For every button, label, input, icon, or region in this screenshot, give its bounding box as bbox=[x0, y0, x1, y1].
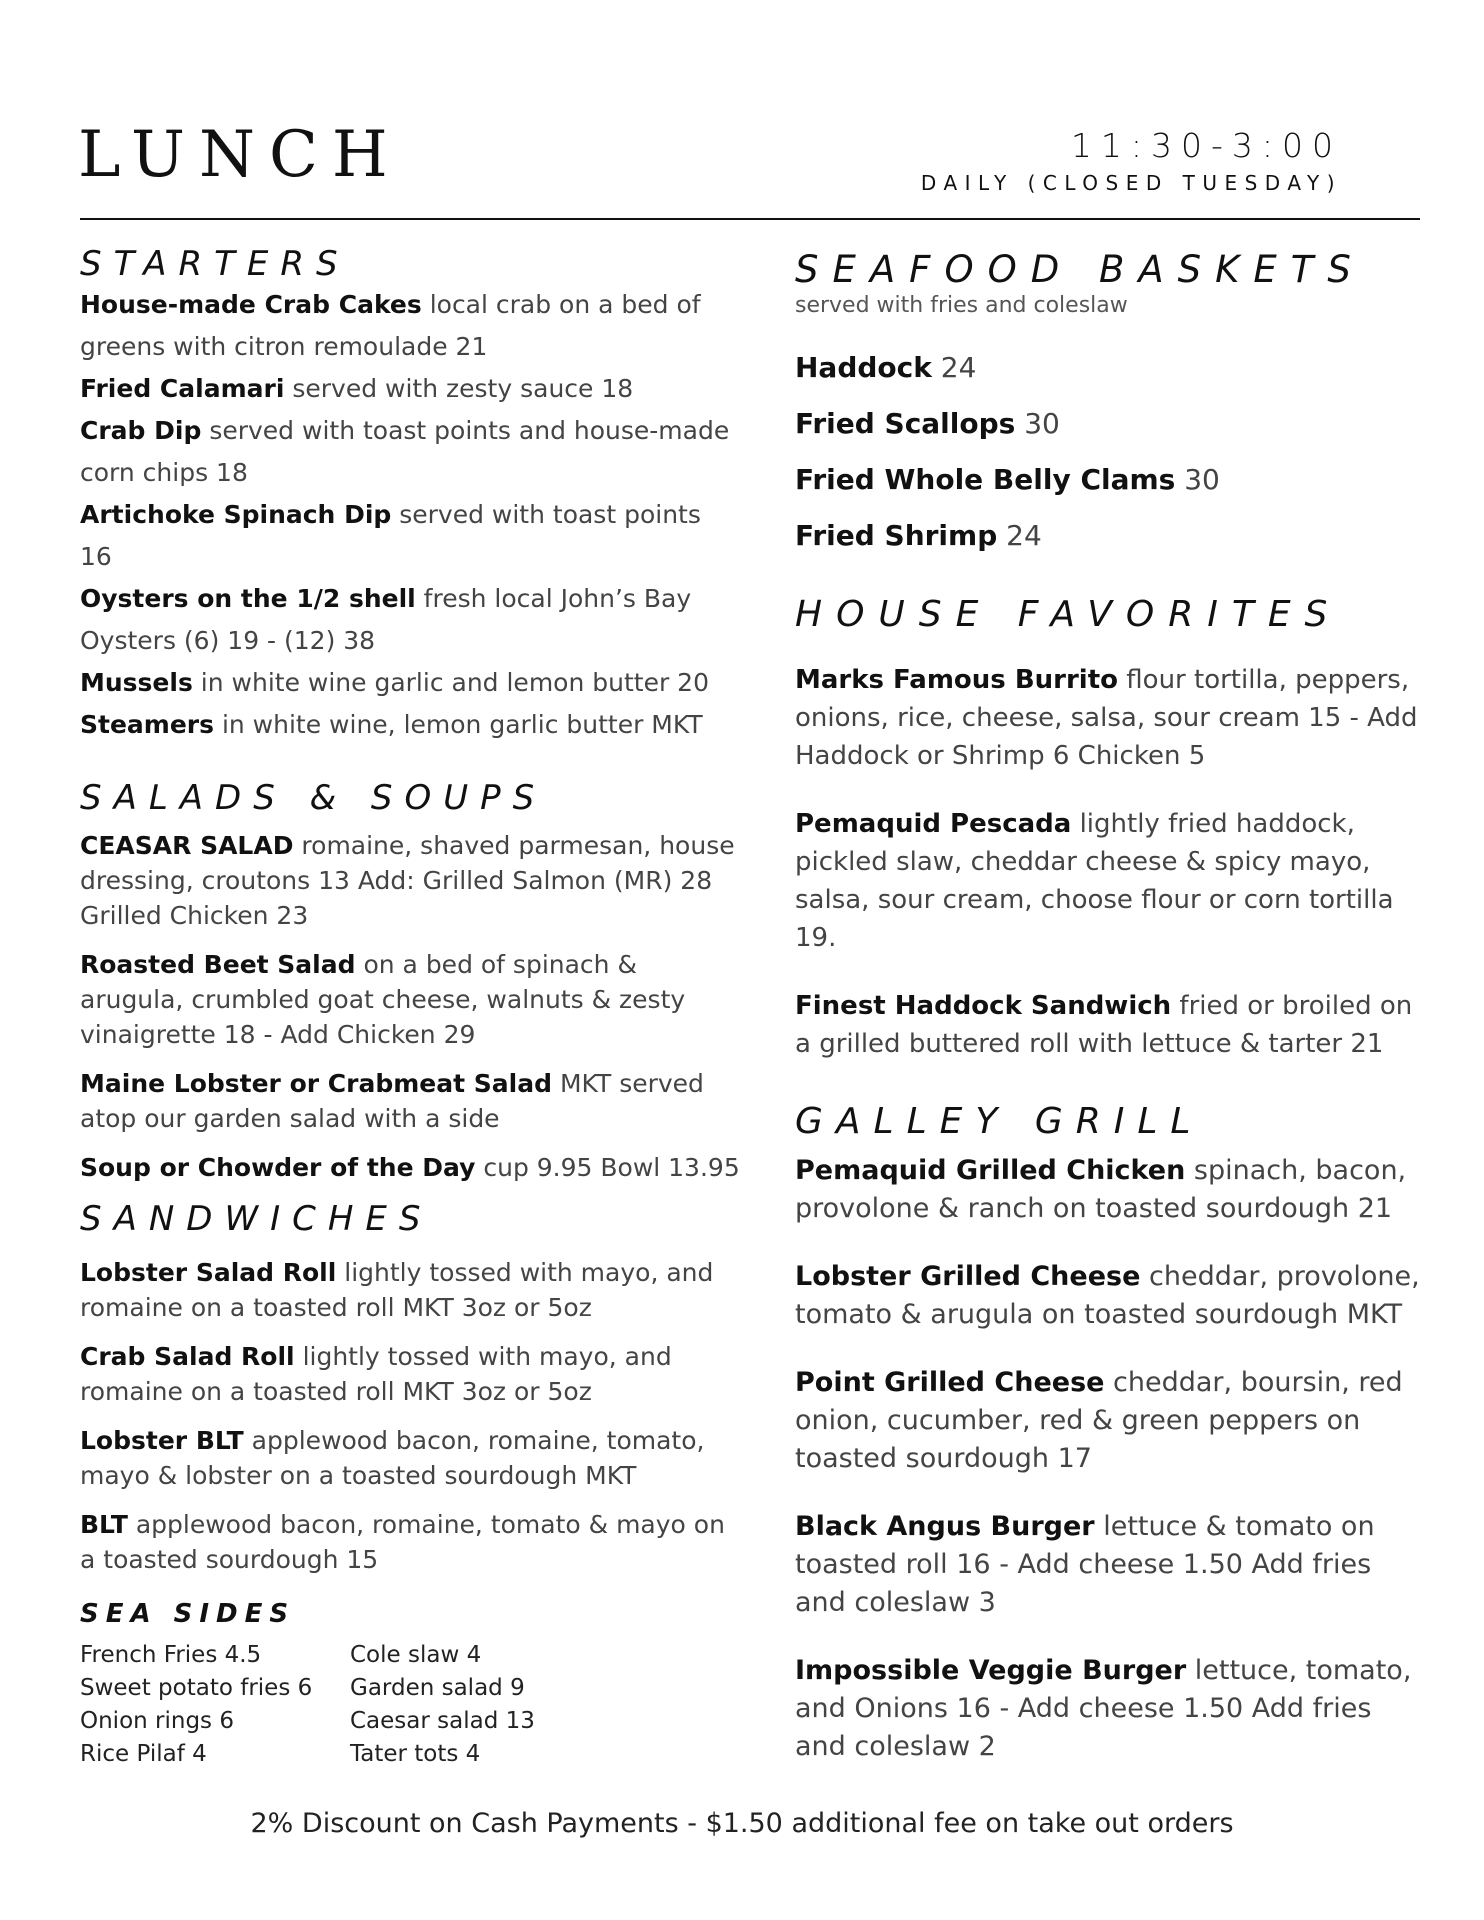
list-item: Crab Salad Roll lightly tossed with mayo, and romaine on a toasted roll MKT 3oz or 5oz bbox=[80, 1342, 672, 1406]
page-title: LUNCH bbox=[78, 118, 402, 192]
sides-grid bbox=[80, 1639, 740, 1771]
list-item: Pemaquid Pescada lightly fried haddock, pickled slaw, cheddar cheese & spicy mayo, salsa, sour cream, choose flour or corn tortilla 19. bbox=[795, 809, 1394, 953]
list-item: Oysters on the 1/2 shell fresh local John’s Bay Oysters (6) 19 - (12) 38 bbox=[80, 584, 692, 655]
side-item: Sweet potato fries 6 bbox=[80, 1675, 313, 1701]
favorites-heading: HOUSE FAVORITES bbox=[795, 594, 1342, 635]
grill-heading: GALLEY GRILL bbox=[795, 1101, 1204, 1142]
list-item: BLT applewood bacon, romaine, tomato & mayo on a toasted sourdough 15 bbox=[80, 1510, 725, 1574]
list-item: Fried Scallops 30 bbox=[795, 407, 1060, 440]
right-column bbox=[795, 244, 1425, 1796]
list-item: Artichoke Spinach Dip served with toast points 16 bbox=[80, 500, 701, 571]
list-item: Maine Lobster or Crabmeat Salad MKT served atop our garden salad with a side bbox=[80, 1069, 704, 1133]
list-item: Mussels in white wine garlic and lemon butter 20 bbox=[80, 668, 709, 697]
list-item: CEASAR SALAD romaine, shaved parmesan, house dressing, croutons 13 Add: Grilled Salmon (MR) 28 Grilled Chicken 23 bbox=[80, 831, 735, 930]
hours-block bbox=[921, 126, 1342, 195]
side-item: Garden salad 9 bbox=[350, 1675, 525, 1701]
footer-note: 2% Discount on Cash Payments - $1.50 additional fee on take out orders bbox=[250, 1808, 1234, 1839]
list-item: Lobster Grilled Cheese cheddar, provolone, tomato & arugula on toasted sourdough MKT bbox=[795, 1261, 1420, 1330]
starters-list bbox=[80, 284, 740, 746]
list-item: Finest Haddock Sandwich fried or broiled on a grilled buttered roll with lettuce & tarter 21 bbox=[795, 991, 1413, 1059]
header-divider bbox=[80, 218, 1420, 220]
side-item: Onion rings 6 bbox=[80, 1708, 234, 1734]
list-item: Lobster Salad Roll lightly tossed with mayo, and romaine on a toasted roll MKT 3oz or 5oz bbox=[80, 1258, 714, 1322]
sandwiches-heading: SANDWICHES bbox=[80, 1199, 433, 1239]
list-item: Roasted Beet Salad on a bed of spinach & arugula, crumbled goat cheese, walnuts & zesty vinaigrette 18 - Add Chicken 29 bbox=[80, 950, 686, 1049]
sides-heading: SEA SIDES bbox=[80, 1599, 296, 1629]
list-item: Point Grilled Cheese cheddar, boursin, red onion, cucumber, red & green peppers on toasted sourdough 17 bbox=[795, 1367, 1403, 1474]
list-item: Steamers in white wine, lemon garlic butter MKT bbox=[80, 710, 703, 739]
left-column bbox=[80, 244, 740, 1771]
starters-heading: STARTERS bbox=[80, 244, 350, 284]
list-item: Lobster BLT applewood bacon, romaine, tomato, mayo & lobster on a toasted sourdough MKT bbox=[80, 1426, 705, 1490]
side-item: Rice Pilaf 4 bbox=[80, 1741, 207, 1767]
list-item: Fried Whole Belly Clams 30 bbox=[795, 463, 1220, 496]
list-item: Pemaquid Grilled Chicken spinach, bacon, provolone & ranch on toasted sourdough 21 bbox=[795, 1155, 1407, 1224]
hours-days: DAILY (CLOSED TUESDAY) bbox=[920, 171, 1342, 195]
list-item: Marks Famous Burrito flour tortilla, peppers, onions, rice, cheese, salsa, sour cream 15 - Add Haddock or Shrimp 6 Chicken 5 bbox=[795, 665, 1418, 771]
side-item: Cole slaw 4 bbox=[350, 1642, 482, 1668]
side-item: Caesar salad 13 bbox=[350, 1708, 535, 1734]
baskets-subtitle: served with fries and coleslaw bbox=[795, 293, 1128, 318]
side-item: Tater tots 4 bbox=[350, 1741, 481, 1767]
list-item: Soup or Chowder of the Day cup 9.95 Bowl 13.95 bbox=[80, 1153, 740, 1182]
list-item: Haddock 24 bbox=[795, 351, 977, 384]
baskets-heading: SEAFOOD BASKETS bbox=[795, 248, 1365, 291]
list-item: Fried Calamari served with zesty sauce 18 bbox=[80, 374, 634, 403]
list-item: Crab Dip served with toast points and house-made corn chips 18 bbox=[80, 416, 730, 487]
list-item: House-made Crab Cakes local crab on a bed of greens with citron remoulade 21 bbox=[80, 290, 701, 361]
hours-time: 11:30-3:00 bbox=[1070, 126, 1342, 165]
list-item: Black Angus Burger lettuce & tomato on toasted roll 16 - Add cheese 1.50 Add fries and coleslaw 3 bbox=[795, 1511, 1375, 1618]
list-item: Impossible Veggie Burger lettuce, tomato, and Onions 16 - Add cheese 1.50 Add fries and coleslaw 2 bbox=[795, 1655, 1412, 1762]
side-item: French Fries 4.5 bbox=[80, 1642, 262, 1668]
salads-heading: SALADS & SOUPS bbox=[80, 778, 547, 818]
list-item: Fried Shrimp 24 bbox=[795, 519, 1042, 552]
